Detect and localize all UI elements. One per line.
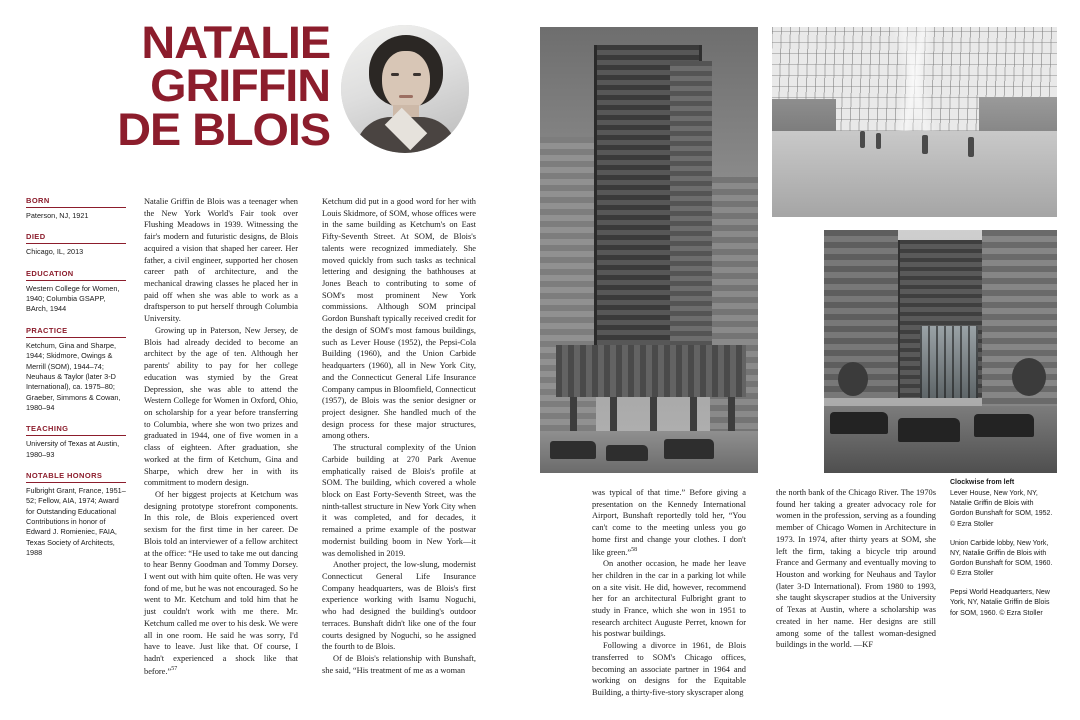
photo-union-carbide-lobby <box>772 27 1057 217</box>
paragraph: Growing up in Paterson, New Jersey, de Blois had already decided to become an architect by the age of ten. Although her parents' ability to pay for her college education was stymied by the Great Depression, she was able to attend the Western College for Women in Oxford, Ohio, on scholarship for a year before transferring to Columbia, where she won two prizes and graduated in 1944, one of five women in a class of eighteen. After graduation, she worked at the firm of Ketchum, Gina and Sharpe, which drew her in with its commitment to modern design. <box>144 325 298 488</box>
footnote-marker: 57 <box>171 665 178 672</box>
photo-figure <box>860 131 865 148</box>
fact-died-heading: DIED <box>26 232 126 244</box>
page-title-line-2: GRIFFIN <box>150 60 330 112</box>
fact-education <box>26 269 126 315</box>
paragraph: Of de Blois's relationship with Bunshaft, she said, “His treatment of me as a woman <box>322 654 476 675</box>
photo-lever-house <box>540 27 758 473</box>
paragraph: Another project, the low-slung, modernist Connecticut General Life Insurance Company headquarters, was de Blois's first experience working with Isamu Noguchi, who had designed the building's outdoor terraces. Bunshaft didn't like one of the four courts designed by Noguchi, so he assigned the fourth to de Blois. <box>322 560 476 652</box>
photo-captions <box>950 478 1056 628</box>
fact-practice-heading: PRACTICE <box>26 326 126 338</box>
fact-born <box>26 196 126 221</box>
photo-car <box>898 418 960 442</box>
portrait-eye-right <box>413 73 421 76</box>
paragraph: Ketchum did put in a good word for her with Louis Skidmore, of SOM, whose offices were in the same building as Ketchum's on East Fifty-Seventh Street. At SOM, de Blois's talents were recognized immediately. She moved quickly from such tasks as technical lettering and designing the bathhouses at Jones Beach to contributing to some of SOM's most prominent New York commissions. Although SOM principal Gordon Bunshaft typically received credit for the design of SOM's most famous buildings, such as Lever House (1952), the Pepsi-Cola Building (1960), and the Union Carbide headquarters (1960), all in New York City, and the Connecticut General Life Insurance Company campus in Bloomfield, Connecticut (1957), de Blois was the senior designer or project designer. She handled much of the design process for these major structures, among others. <box>322 197 476 441</box>
photo-car <box>550 441 596 459</box>
paragraph <box>144 489 298 677</box>
fact-honors-value: Fulbright Grant, France, 1951–52; Fellow, AIA, 1974; Award for Outstanding Educational Contributions in honor of Edward J. Romieniec, FAIA, Texas Society of Architects, 1988 <box>26 486 126 558</box>
photo-car <box>830 412 888 434</box>
fact-practice-value: Ketchum, Gina and Sharpe, 1944; Skidmore, Owings & Merrill (SOM), 1944–74; Neuhaus & Taylor (later 3-D International), ca. 1975–80; Graeber, Simmons & Cowan, 1980–94 <box>26 340 121 412</box>
body-column-3 <box>592 487 746 699</box>
caption-lever-house: Lever House, New York, NY, Natalie Griffin de Blois with Gordon Bunshaft for SOM, 1952. © Ezra Stoller <box>950 490 1053 528</box>
caption-union-carbide-lobby: Union Carbide lobby, New York, NY, Natalie Griffin de Blois with Gordon Bunshaft for SOM, 1960. © Ezra Stoller <box>950 539 1053 578</box>
fact-teaching-heading: TEACHING <box>26 424 126 436</box>
photo-figure <box>876 133 881 149</box>
paragraph-text: Of her biggest projects at Ketchum was designing prototype storefront components. In this role, de Blois experienced overt sexism for the first time in her career. De Blois told an interviewer of a fellow architect at the office: “He used to take me out dancing to hear Benny Goodman and Tommy Dorsey. I went out with him quite often. He was very fond of me, but he was not encouraged. So he went to Mr. Ketchum and told him that he just couldn't work with me there. Mr. Ketchum called me over to his desk. We were all in one room. He said he was sorry, I'd have to leave. Just like that. Of course, I hadn't experienced a shock like that before.” <box>144 489 298 676</box>
page-title-line-1: NATALIE <box>141 17 330 68</box>
fact-honors-heading: NOTABLE HONORS <box>26 471 126 483</box>
biography-facts-sidebar <box>26 196 126 570</box>
body-column-2 <box>322 196 476 676</box>
photo-figure <box>968 137 974 157</box>
body-column-4 <box>776 487 936 651</box>
photo-pepsi-headquarters <box>824 230 1057 473</box>
body-column-1 <box>144 196 298 677</box>
fact-born-value: Paterson, NJ, 1921 <box>26 211 89 220</box>
fact-died-value: Chicago, IL, 2013 <box>26 247 84 257</box>
paragraph-text: was typical of that time.” Before giving a presentation on the Kennedy International Airport, Bunshaft reportedly told her, “You can't come to the meeting unless you go home first and change your clothes. I don't like green.” <box>592 488 746 557</box>
fact-teaching-value: University of Texas at Austin, 1980–93 <box>26 439 120 459</box>
photo-pilotis <box>650 397 657 431</box>
photo-car <box>664 439 714 459</box>
portrait-face <box>382 51 430 111</box>
caption-pepsi-headquarters: Pepsi World Headquarters, New York, NY, Natalie Griffin de Blois for SOM, 1960. © Ezra Stoller <box>950 589 1050 617</box>
page-title <box>20 17 330 155</box>
fact-born-heading: BORN <box>26 196 126 208</box>
photo-tree <box>838 362 868 396</box>
paragraph: Natalie Griffin de Blois was a teenager when the New York World's Fair took over Flushing Meadows in 1939. Witnessing the fair's modern and futuristic designs, de Blois acquired a vision that shaped her career. Her father, a civil engineer, supported her chosen career path of architecture, and the mechanical drawing classes he placed her in paid off when she was able to work as a draftsperson to put herself through Columbia University. <box>144 197 298 324</box>
page-title-line-3: DE BLOIS <box>117 103 330 155</box>
photo-tree <box>1012 358 1046 396</box>
portrait-photo <box>341 25 469 153</box>
fact-died <box>26 232 126 257</box>
portrait-eye-left <box>391 73 399 76</box>
paragraph: On another occasion, he made her leave her children in the car in a parking lot while on a site visit. He did, however, recommend her for an architectural Fulbright grant to study in France, which she won in 1951 to research architect Auguste Perret, known for his postwar buildings. <box>592 559 746 639</box>
fact-teaching <box>26 424 126 460</box>
fact-education-heading: EDUCATION <box>26 269 126 281</box>
photo-pilotis <box>690 397 697 431</box>
fact-education-value: Western College for Women, 1940; Columbia GSAPP, BArch, 1944 <box>26 283 120 314</box>
paragraph: the north bank of the Chicago River. The 1970s found her taking a greater advocacy role for women in the profession, serving as a founding member of Chicago Women in Architecture in 1973. In 1974, after thirty years at SOM, she left the firm, taking a bicycle trip around France and Germany and eventually moving to Houston and working for Neuhaus and Taylor (later 3-D International). From 1980 to 1993, she taught skyscraper studios at the University of Texas at Austin, where a scholarship was created in her name. Her designs are still among some of the tallest woman-designed buildings in the world. —KF <box>776 488 936 650</box>
captions-heading: Clockwise from left <box>950 479 1015 486</box>
paragraph: The structural complexity of the Union Carbide building at 270 Park Avenue emphatically raised de Blois's profile at SOM. The building, which covered a whole block on East Forty-Seventh Street, was the ninth-tallest structure in New York City when it was completed, and for decades, it remained a prime example of the postwar modernist building boom in New York—it was demolished in 2019. <box>322 443 476 558</box>
photo-glass-facade <box>920 326 978 398</box>
paragraph: Following a divorce in 1961, de Blois transferred to SOM's Chicago offices, becoming an associate partner in 1964 and working on designs for the Equitable Building, a thirty-five-story skyscraper along <box>592 641 746 698</box>
photo-tower-podium <box>556 345 746 397</box>
photo-car <box>974 414 1034 437</box>
photo-car <box>606 445 648 461</box>
portrait-mouth <box>399 95 413 98</box>
photo-floor <box>772 131 1057 217</box>
photo-tower-slab-side <box>670 61 712 345</box>
footnote-marker: 58 <box>631 546 638 553</box>
photo-pilotis <box>610 397 617 431</box>
photo-pilotis <box>728 397 735 431</box>
paragraph <box>592 487 746 558</box>
photo-figure <box>922 135 928 154</box>
photo-pilotis <box>570 397 577 431</box>
fact-notable-honors <box>26 471 126 559</box>
fact-practice <box>26 326 126 414</box>
